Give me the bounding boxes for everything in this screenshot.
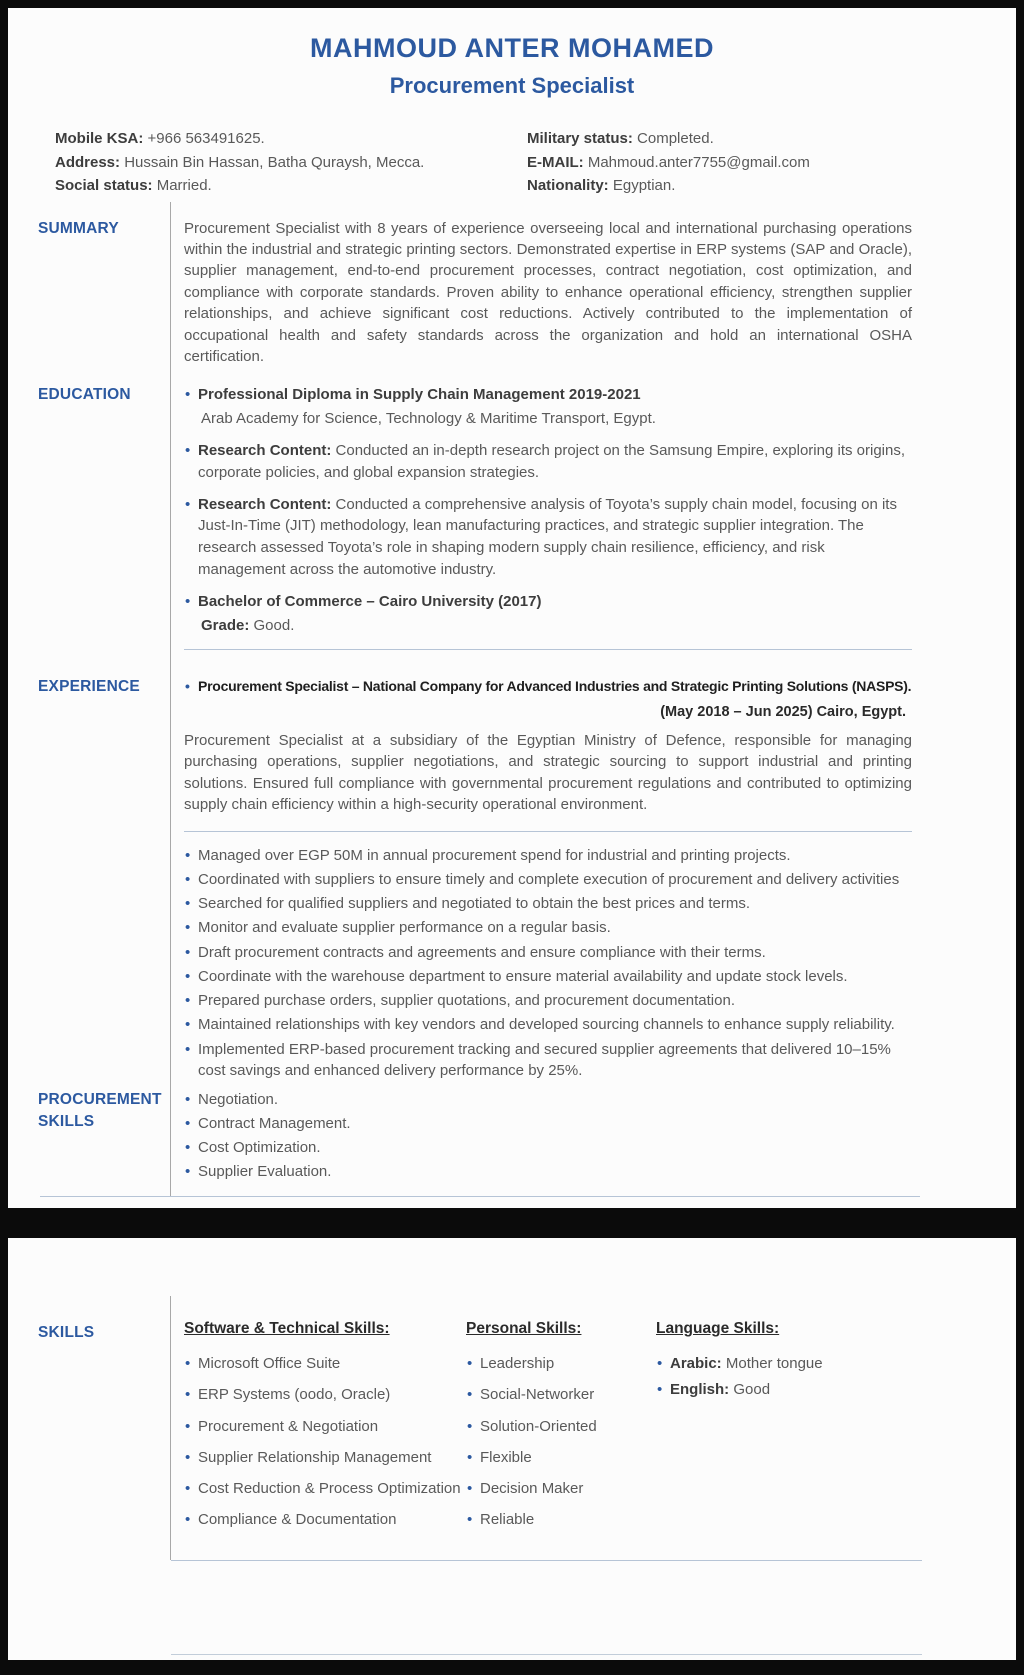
skills-column [184,1318,466,1541]
contact-value: Hussain Bin Hassan, Batha Quraysh, Mecca. [120,153,425,171]
skill-item [466,1478,656,1500]
resume-page-1 [8,8,1016,1208]
procurement-skill [184,1089,912,1111]
skill-item-text: Leadership [480,1355,555,1373]
bullet-icon: • [657,1380,663,1398]
procurement-skills-content [170,1085,1016,1186]
experience-bullet-list [184,845,912,1083]
skills-column-title: Personal Skills: [466,1320,582,1337]
contact-row [55,128,527,151]
contact-label: Social status: [55,177,153,194]
contact-column-right [527,128,976,198]
procurement-skills-list [184,1089,912,1184]
job-summary: Procurement Specialist at a subsidiary of the Egyptian Ministry of Defence, responsible for managing purchasing operations, supplier negotiations, and strategic sourcing to support industrial and printing solutions. Ensured full compliance with governmental procurement regulations and contributed to optimizing supply chain efficiency within a high-security operational environment. [184,731,912,814]
skill-item-text: Procurement & Negotiation [198,1417,379,1435]
section-divider-line [184,831,912,832]
education-item-text: Conducted an in-depth research project on the Samsung Empire, exploring its origins, corporate policies, and global expansion strategies. [198,442,906,481]
bullet-icon: • [185,895,191,913]
education-item-subline [198,615,912,637]
bullet-icon: • [185,1480,191,1498]
skill-item-text: ERP Systems (oodo, Oracle) [198,1386,391,1404]
contact-row [55,175,527,198]
experience-bullet [184,845,912,867]
education-item [184,440,912,484]
bullet-icon: • [185,1511,191,1529]
contact-row [527,152,976,175]
education-heading: EDUCATION [38,385,131,403]
experience-heading: EXPERIENCE [38,678,140,696]
skills-column-title: Software & Technical Skills: [184,1320,390,1337]
experience-bullet-text: Maintained relationships with key vendors and developed sourcing channels to enhance supply reliability. [198,1016,895,1034]
summary-text: Procurement Specialist with 8 years of experience overseeing local and international purchasing operations within the industrial and strategic printing sectors. Demonstrated expertise in ERP systems (SAP and Oracle), supplier management, end-to-end procurement processes, contract negotiation, cost optimization, and compliance with corporate standards. Proven ability to enhance operational efficiency, strengthen supplier relationships, and achieve significant cost reductions. Actively contributed to the implementation of occupational health and safety standards across the organization and hold an international OSHA certification. [184,219,912,366]
procurement-skill-text: Negotiation. [198,1090,279,1108]
education-item-title: Bachelor of Commerce – Cairo University (2017) [198,592,542,610]
education-item [184,384,912,431]
skills-heading: SKILLS [38,1324,95,1341]
skill-item-text: Decision Maker [480,1480,584,1498]
education-subline-text: Good. [253,617,295,635]
bullet-icon: • [185,495,191,513]
skill-item [184,1416,466,1438]
education-item-title: Professional Diploma in Supply Chain Management 2019-2021 [198,385,641,403]
procurement-skill-text: Cost Optimization. [198,1139,321,1157]
skill-item-text: Flexible [480,1448,532,1466]
procurement-skill-text: Supplier Evaluation. [198,1163,332,1181]
skill-item [466,1416,656,1438]
experience-bullet-text: Searched for qualified suppliers and negotiated to obtain the best prices and terms. [198,895,751,913]
contact-value: +966 563491625. [143,130,265,147]
procurement-skill-text: Contract Management. [198,1114,351,1132]
contact-value: Mahmoud.anter7755@gmail.com [583,153,810,171]
bullet-icon: • [467,1448,473,1466]
experience-bullet-text: Managed over EGP 50M in annual procurement spend for industrial and printing projects. [198,846,791,864]
bullet-icon: • [185,592,191,610]
skill-item-label: English: [670,1380,734,1398]
resume-page-2 [8,1238,1016,1660]
skill-item-text: Social-Networker [480,1386,595,1404]
bullet-icon: • [185,943,191,961]
bullet-icon: • [185,1090,191,1108]
bullet-icon: • [185,1040,191,1058]
skill-item [184,1353,466,1375]
bullet-icon: • [185,1355,191,1373]
skill-item [656,1379,976,1401]
skills-sidebar [8,1296,170,1541]
procurement-skill [184,1161,912,1183]
job-title: Procurement Specialist – National Company for Advanced Industries and Strategic Printing Solutions (NASPS). [198,678,912,695]
skills-body [8,1296,1016,1541]
contact-label: Address: [55,153,121,171]
summary-content [170,218,1016,384]
contact-row [527,128,976,151]
skill-item-text: Compliance & Documentation [198,1511,397,1529]
skill-item-text: Cost Reduction & Process Optimization [198,1480,461,1498]
contact-column-left [55,128,527,198]
skill-item-text: Microsoft Office Suite [198,1355,341,1373]
section-divider-vertical [170,202,171,1196]
skill-item [466,1353,656,1375]
skill-item [184,1509,466,1531]
skill-item-text: Solution-Oriented [480,1417,597,1435]
bullet-icon: • [185,1417,191,1435]
procurement-skills-heading: PROCUREMENT SKILLS [38,1090,162,1131]
bullet-icon: • [185,1016,191,1034]
bullet-icon: • [657,1355,663,1373]
procurement-skill [184,1113,912,1135]
skill-item [184,1384,466,1406]
bullet-icon: • [185,385,191,403]
contact-block [55,128,976,198]
skills-column [466,1318,656,1541]
contact-value: Egyptian. [608,177,676,194]
education-list [184,384,912,638]
bullet-icon: • [185,992,191,1010]
skill-item-label: Arabic: [670,1355,726,1373]
procurement-skill [184,1137,912,1159]
bullet-icon: • [467,1386,473,1404]
experience-bullet [184,942,912,964]
education-item-text: Conducted a comprehensive analysis of Toyota’s supply chain model, focusing on its Just-In-Time (JIT) methodology, lean manufacturing practices, and strategic supplier integration. The research assessed Toyota’s role in shaping modern supply chain resilience, efficiency, and risk management across the automotive industry. [198,495,897,578]
page-separator [0,1208,1024,1238]
skill-item-text: Supplier Relationship Management [198,1448,432,1466]
section-divider-vertical [170,1296,171,1560]
bullet-icon: • [467,1480,473,1498]
experience-bullet [184,966,912,988]
education-item-subline [198,408,912,430]
job-date-location: (May 2018 – Jun 2025) Cairo, Egypt. [660,704,906,721]
skill-item [184,1478,466,1500]
skills-content [170,1296,1016,1541]
bullet-icon: • [185,442,191,460]
education-subline-text: Arab Academy for Science, Technology & Maritime Transport, Egypt. [201,410,656,428]
bullet-icon: • [185,1448,191,1466]
skills-column [656,1318,976,1541]
experience-bullet-text: Coordinated with suppliers to ensure timely and complete execution of procurement and delivery activities [198,870,900,888]
experience-bullet [184,1014,912,1036]
experience-content [170,650,1016,1084]
education-item-title: Research Content: [198,495,332,513]
page-bottom-line [171,1654,922,1655]
experience-bullet-text: Prepared purchase orders, supplier quotations, and procurement documentation. [198,992,735,1010]
experience-bullet [184,990,912,1012]
contact-label: Mobile KSA: [55,130,144,147]
bullet-icon: • [467,1511,473,1529]
education-item [184,494,912,581]
skill-item [656,1353,976,1375]
contact-label: Nationality: [527,177,609,194]
contact-value: Married. [152,177,212,194]
contact-label: E-MAIL: [527,153,584,171]
section-end-line [171,1560,922,1561]
skill-item [466,1509,656,1531]
skills-column-title: Language Skills: [656,1320,780,1337]
education-subline-label: Grade: [201,617,254,635]
contact-row [527,175,976,198]
experience-bullet-text: Draft procurement contracts and agreements and ensure compliance with their terms. [198,943,766,961]
resume-body [8,218,1016,1209]
contact-row [55,152,527,175]
job-title-row [184,676,912,697]
bullet-icon: • [185,678,190,695]
candidate-name: MAHMOUD ANTER MOHAMED [310,33,714,63]
experience-bullet-text: Implemented ERP-based procurement tracking and secured supplier agreements that delivered 10–15% cost savings and enhanced delivery performance by 25%. [198,1040,891,1080]
bullet-icon: • [185,919,191,937]
experience-bullet [184,1039,912,1083]
experience-bullet [184,893,912,915]
skill-item [466,1447,656,1469]
education-item [184,591,912,638]
skill-item-text: Mother tongue [725,1355,823,1373]
bullet-icon: • [185,967,191,985]
bullet-icon: • [185,1139,191,1157]
experience-bullet [184,869,912,891]
experience-bullet [184,917,912,939]
bullet-icon: • [185,846,191,864]
skill-item [466,1384,656,1406]
skills-columns [184,1318,976,1541]
education-content [170,384,1016,651]
bullet-icon: • [185,1163,191,1181]
experience-sidebar [8,650,170,1084]
experience-bullet-text: Monitor and evaluate supplier performance on a regular basis. [198,919,611,937]
page-bottom-line [40,1196,920,1197]
summary-heading: SUMMARY [38,219,119,237]
bullet-icon: • [185,870,191,888]
education-sidebar [8,384,170,651]
contact-value: Completed. [632,130,714,147]
skill-item-text: Good [733,1380,771,1398]
bullet-icon: • [467,1355,473,1373]
summary-sidebar [8,218,170,384]
bullet-icon: • [467,1417,473,1435]
bullet-icon: • [185,1386,191,1404]
skill-item-text: Reliable [480,1511,535,1529]
contact-label: Military status: [527,130,633,147]
experience-bullet-text: Coordinate with the warehouse department to ensure material availability and update stock levels. [198,967,848,985]
skill-item [184,1447,466,1469]
bullet-icon: • [185,1114,191,1132]
candidate-job-title: Procurement Specialist [389,73,635,98]
procurement-skills-sidebar [8,1085,170,1186]
education-item-title: Research Content: [198,442,332,460]
